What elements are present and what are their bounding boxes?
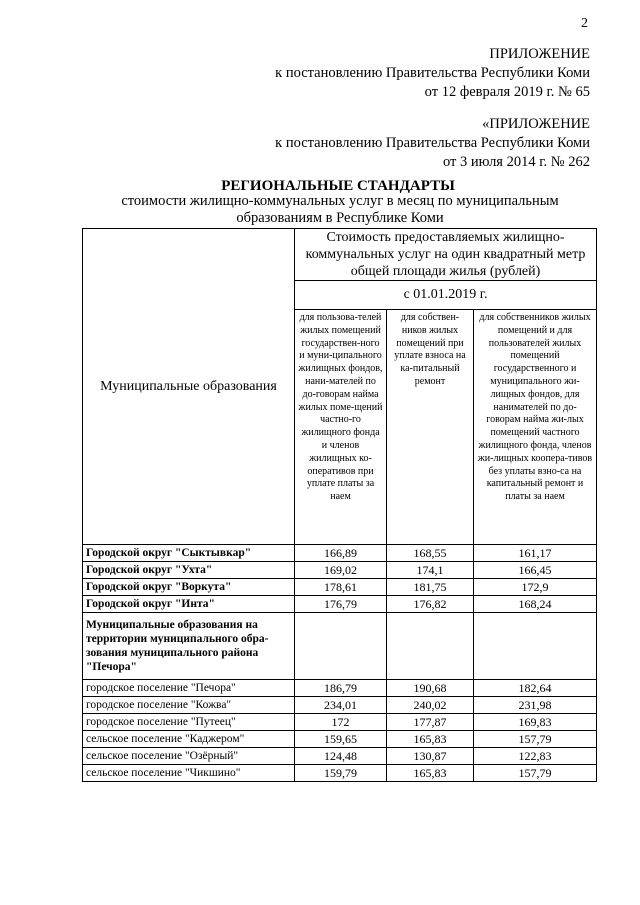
row-value: 234,01 xyxy=(295,697,387,714)
table-row xyxy=(83,748,597,765)
row-value: 165,83 xyxy=(387,731,474,748)
table-row xyxy=(83,680,597,697)
row-value: 159,65 xyxy=(295,731,387,748)
group-label: Муниципальные образования на территории муниципального обра-зования муниципального района "Печора" xyxy=(83,613,295,680)
table-row xyxy=(83,579,597,596)
table-row xyxy=(83,562,597,579)
appendix-label: ПРИЛОЖЕНИЕ xyxy=(489,46,590,62)
row-value: 231,98 xyxy=(474,697,597,714)
table-row xyxy=(83,596,597,613)
appendix-date: от 12 февраля 2019 г. № 65 xyxy=(424,84,590,100)
empty-cell xyxy=(295,613,387,680)
header-municipalities: Муниципальные образования xyxy=(83,229,295,545)
row-name: Городской округ "Ухта" xyxy=(83,562,295,579)
subtitle-line: стоимости жилищно-коммунальных услуг в месяц по муниципальным xyxy=(121,193,559,209)
row-name: городское поселение "Печора" xyxy=(83,680,295,697)
table-row xyxy=(83,714,597,731)
row-value: 161,17 xyxy=(474,545,597,562)
table-row xyxy=(83,545,597,562)
appendix-header-current xyxy=(275,45,590,102)
appendix-label: «ПРИЛОЖЕНИЕ xyxy=(482,116,590,132)
document-title: РЕГИОНАЛЬНЫЕ СТАНДАРТЫ xyxy=(221,178,455,194)
row-value: 172,9 xyxy=(474,579,597,596)
row-value: 122,83 xyxy=(474,748,597,765)
header-col-owners-without-repair: для собственников жилых помещений и для пользователей жилых помещений государственного и муниципального жи-лищных фондов, для нанимателей по до-говорам найма жи-лых помещений частного жилищного фонда, членов жи-лищных коопера-тивов без уплаты взно-са на капитальный ремонт и платы за наем xyxy=(474,310,597,545)
row-name: сельское поселение "Озёрный" xyxy=(83,748,295,765)
row-value: 157,79 xyxy=(474,765,597,782)
row-name: городское поселение "Кожва" xyxy=(83,697,295,714)
document-subtitle xyxy=(90,193,590,227)
row-value: 186,79 xyxy=(295,680,387,697)
row-value: 176,79 xyxy=(295,596,387,613)
empty-cell xyxy=(474,613,597,680)
row-name: Городской округ "Воркута" xyxy=(83,579,295,596)
row-name: сельское поселение "Каджером" xyxy=(83,731,295,748)
standards-table xyxy=(82,228,597,782)
row-value: 159,79 xyxy=(295,765,387,782)
row-value: 124,48 xyxy=(295,748,387,765)
empty-cell xyxy=(387,613,474,680)
row-value: 240,02 xyxy=(387,697,474,714)
row-name: городское поселение "Путеец" xyxy=(83,714,295,731)
header-col-owners-with-repair: для собствен-ников жилых помещений при уплате взноса на ка-питальный ремонт xyxy=(387,310,474,545)
row-value: 169,83 xyxy=(474,714,597,731)
row-value: 176,82 xyxy=(387,596,474,613)
row-name: Городской округ "Инта" xyxy=(83,596,295,613)
header-date: с 01.01.2019 г. xyxy=(295,281,597,310)
row-value: 181,75 xyxy=(387,579,474,596)
table-row xyxy=(83,697,597,714)
page-number: 2 xyxy=(581,16,588,31)
row-name: сельское поселение "Чикшино" xyxy=(83,765,295,782)
row-value: 168,24 xyxy=(474,596,597,613)
table-row xyxy=(83,731,597,748)
row-value: 177,87 xyxy=(387,714,474,731)
row-value: 174,1 xyxy=(387,562,474,579)
subtitle-line: образованиям в Республике Коми xyxy=(236,210,444,226)
appendix-resolution: к постановлению Правительства Республики Коми xyxy=(275,65,590,81)
row-value: 130,87 xyxy=(387,748,474,765)
row-value: 178,61 xyxy=(295,579,387,596)
appendix-resolution: к постановлению Правительства Республики Коми xyxy=(275,135,590,151)
row-value: 165,83 xyxy=(387,765,474,782)
appendix-date: от 3 июля 2014 г. № 262 xyxy=(442,154,590,170)
header-col-users: для пользова-телей жилых помещений государствен-ного и муни-ципального жилищных фондов, нани-мателей по до-говорам найма жилых поме-щений частно-го жилищного фонда и членов жилищных ко-оперативов при уплате платы за наем xyxy=(295,310,387,545)
row-value: 166,45 xyxy=(474,562,597,579)
row-value: 157,79 xyxy=(474,731,597,748)
row-value: 168,55 xyxy=(387,545,474,562)
table-row xyxy=(83,765,597,782)
row-value: 172 xyxy=(295,714,387,731)
table-group-row xyxy=(83,613,597,680)
row-value: 190,68 xyxy=(387,680,474,697)
appendix-header-previous xyxy=(275,115,590,172)
row-value: 182,64 xyxy=(474,680,597,697)
row-value: 169,02 xyxy=(295,562,387,579)
row-name: Городской округ "Сыктывкар" xyxy=(83,545,295,562)
row-value: 166,89 xyxy=(295,545,387,562)
header-cost: Стоимость предоставляемых жилищно-коммунальных услуг на один квадратный метр общей площади жилья (рублей) xyxy=(295,229,597,281)
